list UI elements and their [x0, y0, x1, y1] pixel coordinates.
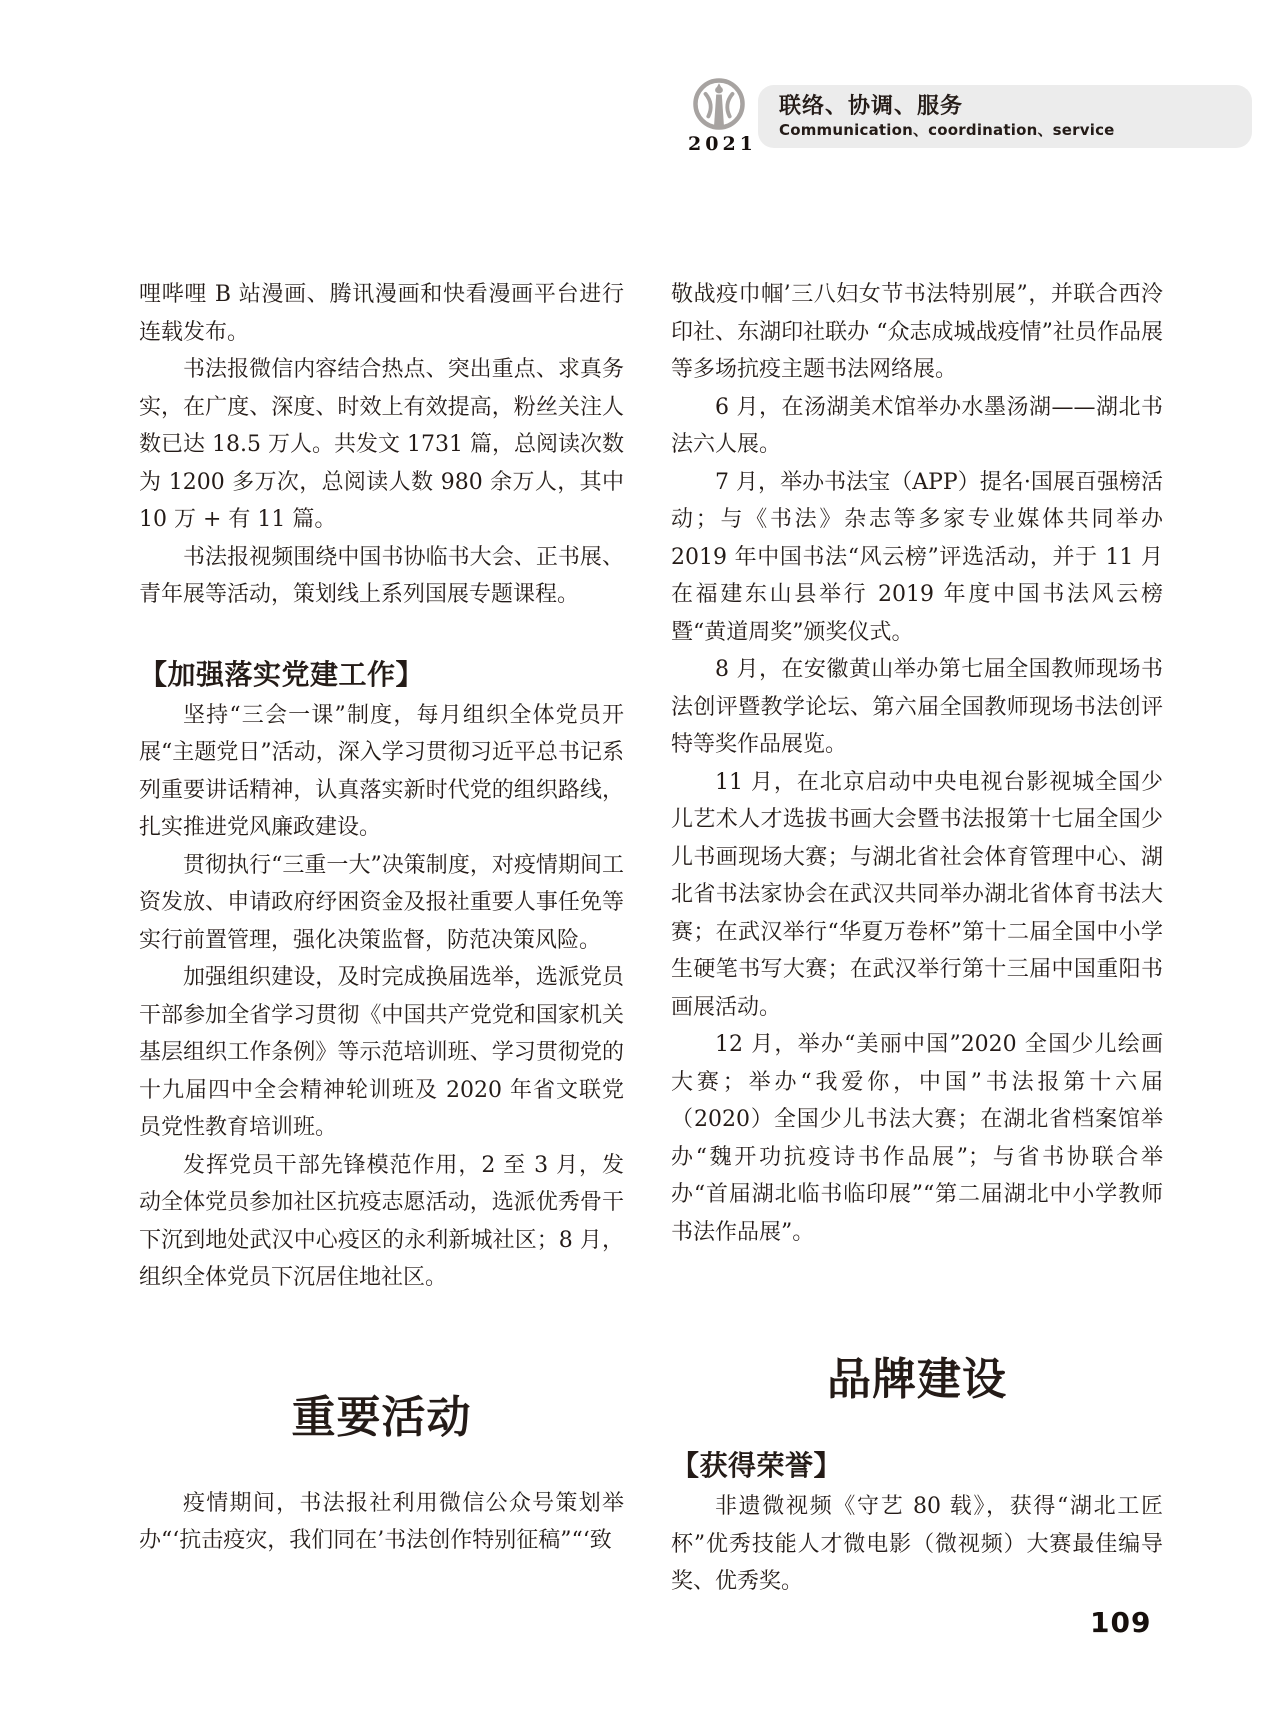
- chapter-title-cn: 联络、协调、服务: [779, 94, 964, 119]
- header-logo-block: [688, 76, 757, 155]
- paragraph: 7 月，举办书法宝（APP）提名·国展百强榜活动；与《书法》杂志等多家专业媒体共同举办 2019 年中国书法“风云榜”评选活动，并于 11 月在福建东山县举行 2019 年度中国书法风云榜暨“黄道周奖”颁奖仪式。: [671, 469, 1163, 645]
- big-heading-brand-building: 品牌建设: [827, 1354, 1007, 1405]
- paragraph: 8 月，在安徽黄山举办第七届全国教师现场书法创评暨教学论坛、第六届全国教师现场书法创评特等奖作品展览。: [671, 657, 1163, 757]
- paragraph: 贯彻执行“三重一大”决策制度，对疫情期间工资发放、申请政府纾困资金及报社重要人事任免等实行前置管理，强化决策监督，防范决策风险。: [139, 852, 624, 953]
- paragraph: 坚持“三会一课”制度，每月组织全体党员开展“主题党日”活动，深入学习贯彻习近平总书记系列重要讲话精神，认真落实新时代党的组织路线，扎实推进党风廉政建设。: [139, 702, 624, 840]
- page-number: 109: [1090, 1606, 1152, 1639]
- paragraph: 加强组织建设，及时完成换届选举，选派党员干部参加全省学习贯彻《中国共产党党和国家机关基层组织工作条例》等示范培训班、学习贯彻党的十九届四中全会精神轮训班及 2020 年省文联党员党性教育培训班。: [139, 965, 624, 1140]
- section-header-honors: 【获得荣誉】: [671, 1449, 843, 1482]
- right-column: [671, 276, 1163, 1601]
- paragraph: 11 月，在北京启动中央电视台影视城全国少儿艺术人才选拔书画大会暨书法报第十七届全国少儿书画现场大赛；与湖北省社会体育管理中心、湖北省书法家协会在武汉共同举办湖北省体育书法大赛；在武汉举行“华夏万卷杯”第十二届全国中小学生硬笔书写大赛；在武汉举行第十三届中国重阳书画展活动。: [671, 769, 1163, 1020]
- paragraph: 6 月，在汤湖美术馆举办水墨汤湖——湖北书法六人展。: [671, 394, 1163, 457]
- paragraph: 书法报视频围绕中国书协临书大会、正书展、青年展等活动，策划线上系列国展专题课程。: [139, 544, 624, 607]
- left-column: [139, 276, 624, 1560]
- big-heading-important-activities: 重要活动: [291, 1391, 472, 1443]
- section-header-party-building: 【加强落实党建工作】: [139, 657, 425, 691]
- chapter-title-en: Communication、coordination、service: [779, 121, 1115, 139]
- paragraph: 疫情期间，书法报社利用微信公众号策划举办“‘抗击疫灾，我们同在’书法创作特别征稿”“‘致: [139, 1490, 624, 1553]
- paragraph: 敬战疫巾帼’三八妇女节书法特别展”，并联合西泠印社、东湖印社联办 “众志成城战疫情”社员作品展等多场抗疫主题书法网络展。: [671, 282, 1163, 382]
- paragraph: 12 月，举办“美丽中国”2020 全国少儿绘画大赛；举办“我爱你，中国”书法报第十六届（2020）全国少儿书法大赛；在湖北省档案馆举办“魏开功抗疫诗书作品展”；与省书协联合举办“首届湖北临书临印展”“第二届湖北中小学教师书法作品展”。: [671, 1032, 1163, 1245]
- paragraph: 非遗微视频《守艺 80 载》，获得“湖北工匠杯”优秀技能人才微电影（微视频）大赛最佳编导奖、优秀奖。: [671, 1494, 1163, 1594]
- chapter-header-band: [758, 85, 1252, 148]
- paragraph: 哩哔哩 B 站漫画、腾讯漫画和快看漫画平台进行连载发布。: [139, 282, 624, 345]
- federation-emblem-icon: [691, 76, 747, 132]
- logo-year: 2021: [688, 133, 757, 155]
- paragraph: 书法报微信内容结合热点、突出重点、求真务实，在广度、深度、时效上有效提高，粉丝关注人数已达 18.5 万人。共发文 1731 篇，总阅读次数为 1200 多万次，总阅读人数 980 余万人，其中 10 万 + 有 11 篇。: [139, 357, 624, 532]
- paragraph: 发挥党员干部先锋模范作用，2 至 3 月，发动全体党员参加社区抗疫志愿活动，选派优秀骨干下沉到地处武汉中心疫区的永利新城社区；8 月，组织全体党员下沉居住地社区。: [139, 1152, 624, 1290]
